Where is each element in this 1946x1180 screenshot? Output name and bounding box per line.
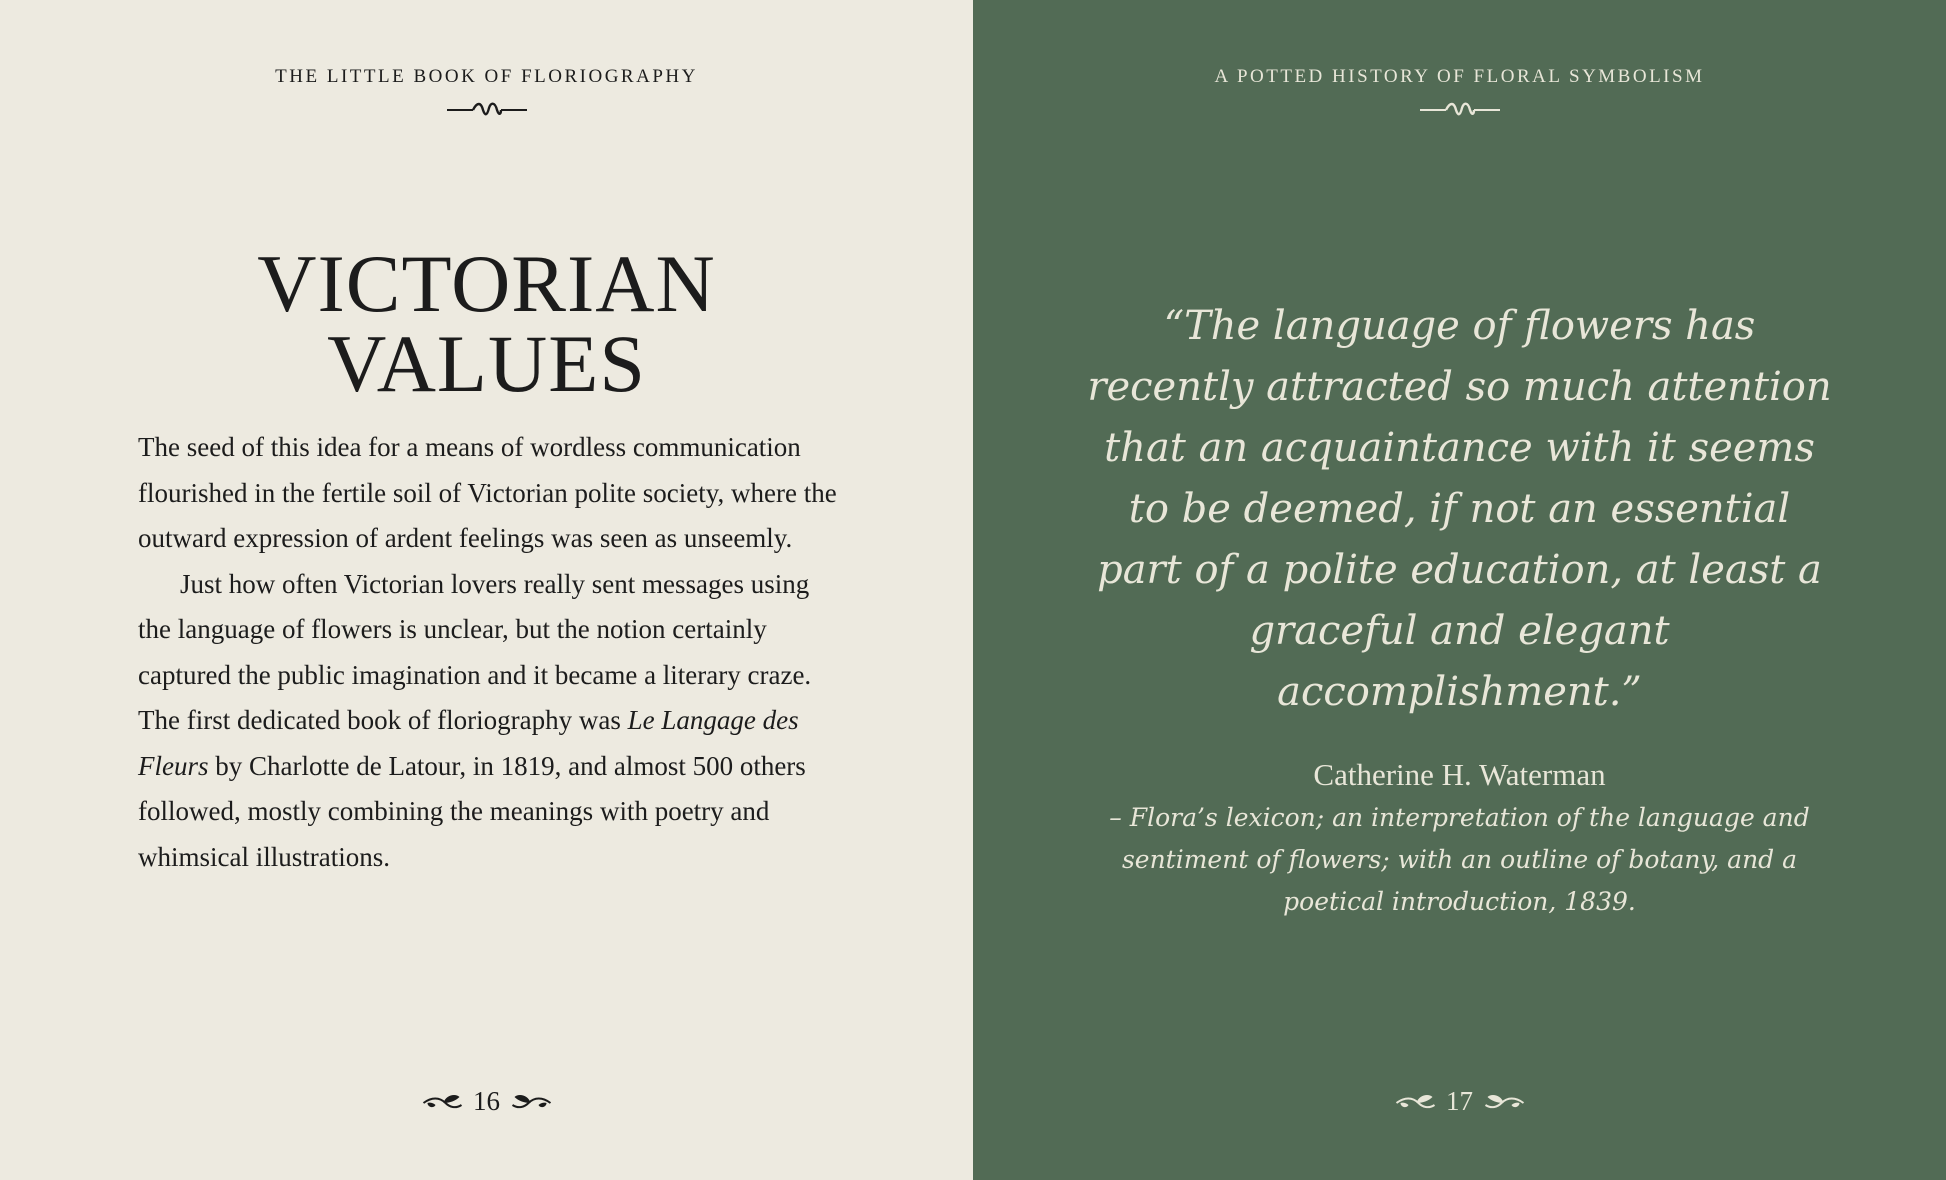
paragraph-1: The seed of this idea for a means of wordless communication flourished in the fertile soil of Victorian polite society, where the outward expression of ardent feelings was seen as unseemly. <box>138 432 837 553</box>
book-title-italic: Le Langage des Fleurs <box>138 705 799 781</box>
leaf-ornament-right-icon <box>510 1091 552 1113</box>
chapter-title-line1: VICTORIAN <box>257 238 716 329</box>
page-number-17: 17 <box>1446 1086 1473 1116</box>
paragraph-2-text-a: Just how often Victorian lovers really sent messages using the language of flowers is unclear, but the notion certainly captured the public imagination and it became a literary craze. The first dedicated book of floriography was <box>138 568 812 735</box>
page-number-left <box>421 1086 552 1117</box>
paragraph-2-text-b: by Charlotte de Latour, in 1819, and almost 500 others followed, mostly combining the meanings with poetry and whimsical illustrations. <box>138 750 806 872</box>
page-number-right <box>1394 1086 1525 1117</box>
page-number-16: 16 <box>473 1086 500 1116</box>
running-head-left: THE LITTLE BOOK OF FLORIOGRAPHY <box>275 66 698 87</box>
running-head-right: A POTTED HISTORY OF FLORAL SYMBOLISM <box>1214 66 1705 87</box>
leaf-ornament-left-icon <box>421 1091 463 1113</box>
leaf-ornament-right-icon <box>1483 1091 1525 1113</box>
flourish-ornament-icon <box>445 100 529 118</box>
quote-attribution: Catherine H. Waterman <box>1313 757 1606 792</box>
flourish-ornament-icon <box>1418 100 1502 118</box>
quote-source: – Flora’s lexicon; an interpretation of the language and sentiment of flowers; with an outline of botany, and a poetical introduction, 1839. <box>1109 803 1810 916</box>
paragraph-2 <box>138 562 838 881</box>
right-page <box>973 0 1946 1180</box>
body-text <box>138 425 838 880</box>
chapter-title <box>0 238 973 409</box>
pull-quote: “The language of flowers has recently attracted so much attention that an acquaintance with it seems to be deemed, if not an essential part of a polite education, at least a graceful and elegant accomplishment.” <box>1087 303 1832 715</box>
chapter-title-line2: VALUES <box>327 318 646 409</box>
leaf-ornament-left-icon <box>1394 1091 1436 1113</box>
